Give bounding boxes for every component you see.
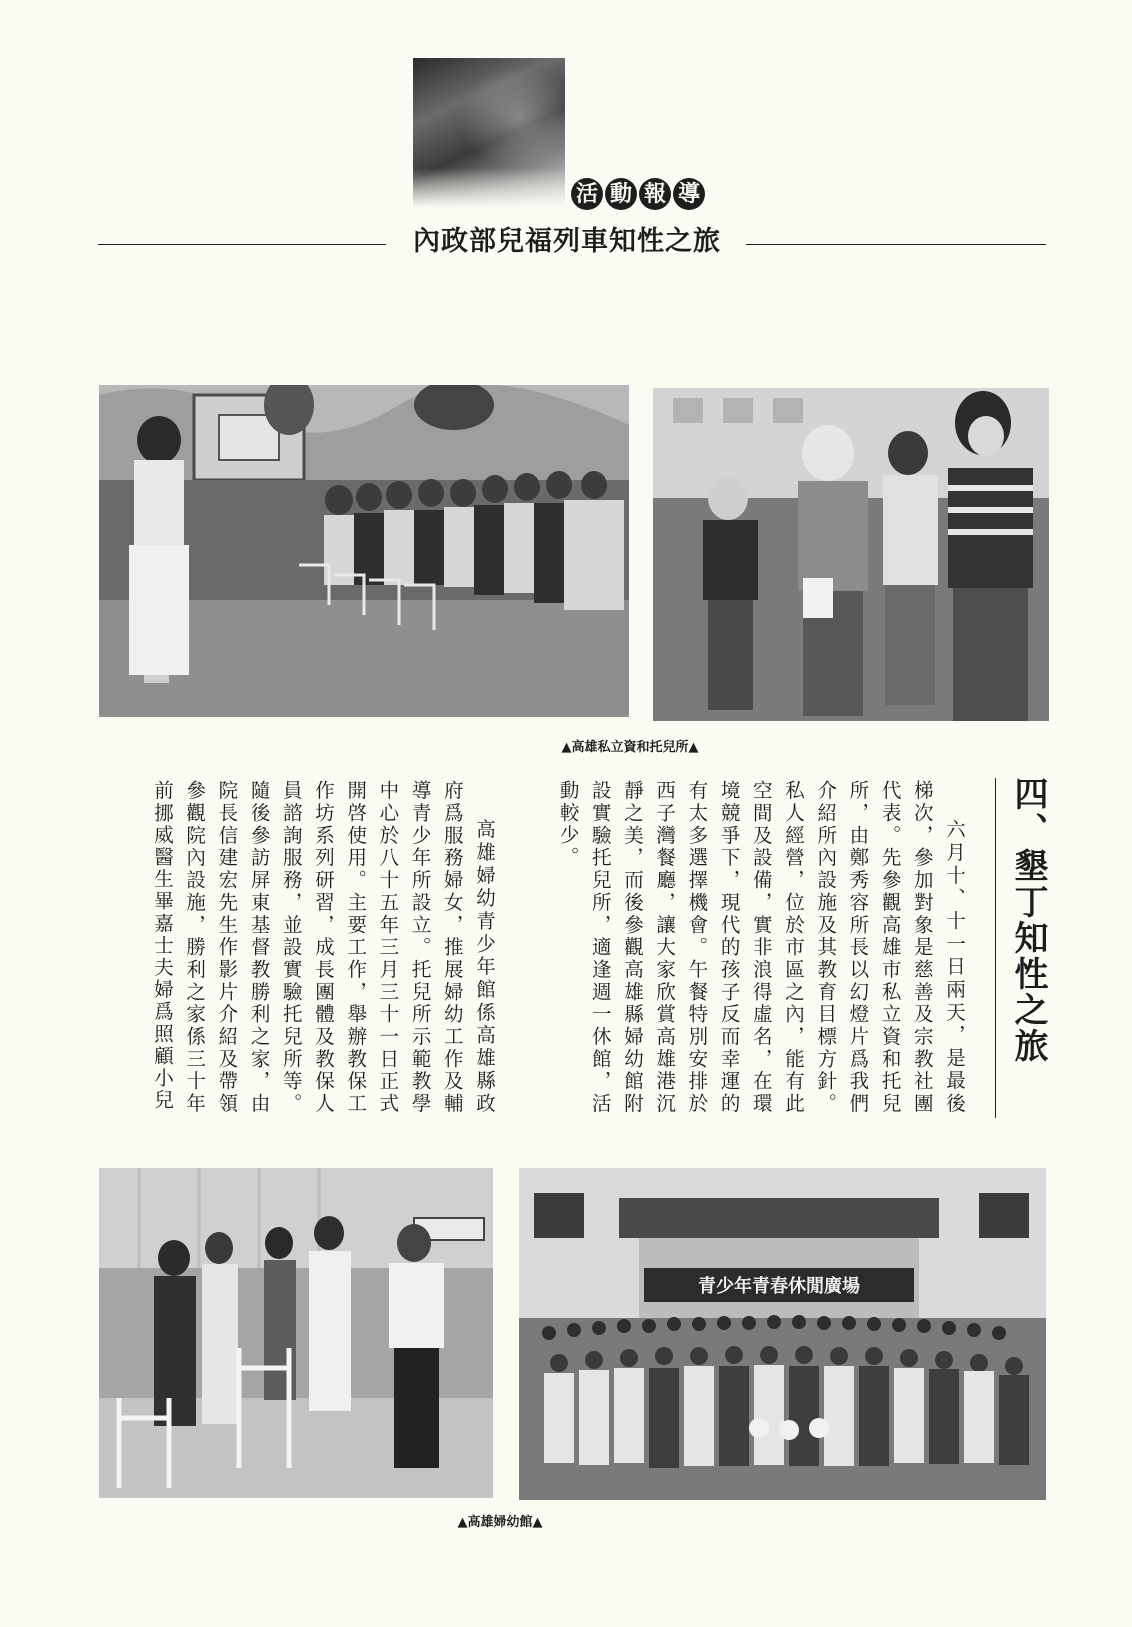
title-rule-right (746, 244, 1046, 245)
badge-char: 報 (639, 178, 671, 210)
header-graphic (413, 58, 565, 208)
article-body (505, 780, 970, 1115)
photo-caption-top: ▲高雄私立資和托兒所▲ (561, 740, 699, 755)
section-badge (571, 178, 705, 210)
photo-caption-bottom: ▲高雄婦幼館▲ (457, 1515, 543, 1530)
photo-banner-text: 青少年青春休閒廣場 (698, 1276, 860, 1297)
article-body-continued (110, 780, 500, 1115)
photo-classroom-presentation (99, 385, 629, 717)
section-heading: 四、墾丁知性之旅 (1008, 776, 1048, 1064)
photo-guests-touring (653, 388, 1049, 721)
heading-rule (995, 778, 996, 1118)
badge-char: 活 (571, 178, 603, 210)
badge-char: 動 (605, 178, 637, 210)
paragraph: 六月十、十一日兩天，是最後梯次，參加對象是慈善及宗教社團代表。先參觀高雄市私立資和托兒所，由鄭秀容所長以幻燈片爲我們介紹所內設施及其教育目標方針。私人經營，位於市區之內，能有此空間及設備，實非浪得虛名，在環境競爭下，現代的孩子反而幸運的有太多選擇機會。午餐特別安排於西子灣餐廳，讓大家欣賞高雄港沉靜之美，而後參觀高雄縣婦幼館附設實驗托兒所，適逢週一休館，活動較少。 (556, 780, 966, 1115)
page-title: 內政部兒福列車知性之旅 (413, 226, 721, 257)
badge-char: 導 (673, 178, 705, 210)
title-rule-left (98, 244, 386, 245)
photo-group-youth-center (519, 1168, 1046, 1500)
photo-equipment-room (99, 1168, 493, 1498)
paragraph: 高雄婦幼青少年館係高雄縣政府爲服務婦女，推展婦幼工作及輔導青少年所設立。托兒所示範教學中心於八十五年三月三十一日正式開啓使用。主要工作，舉辦教保工作坊系列研習，成長團體及教保人員諮詢服務，並設實驗托兒所等。隨後參訪屏東基督教勝利之家，由院長信建宏先生作影片介紹及帶領參觀院內設施，勝利之家係三十年前挪威醫生畢嘉士夫婦爲照顧小兒 (150, 780, 496, 1115)
